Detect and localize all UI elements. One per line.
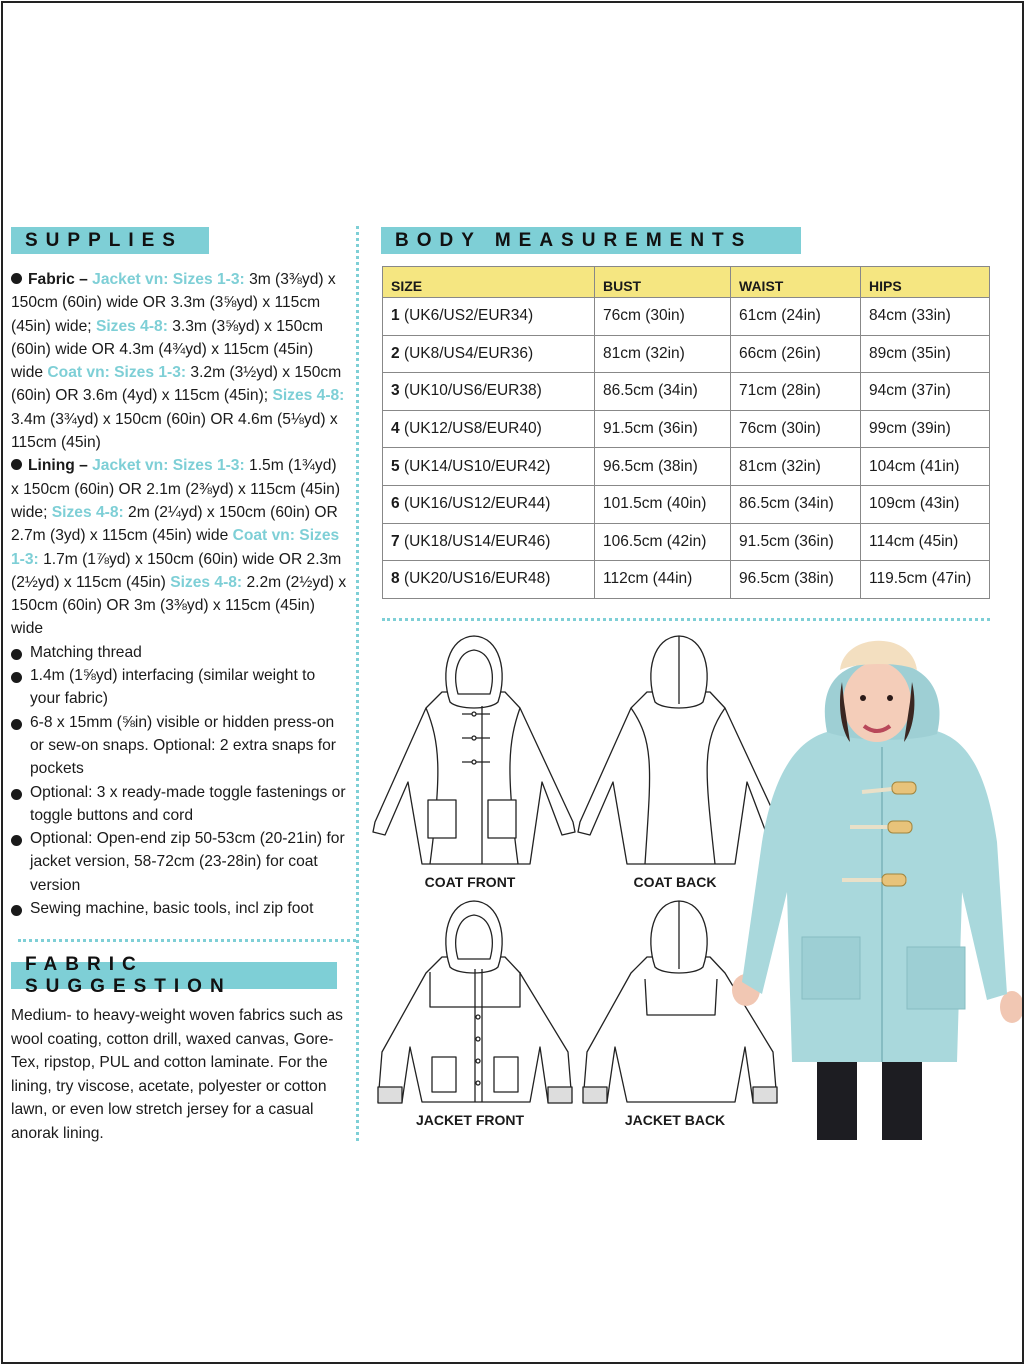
coat-front-drawing <box>373 636 575 864</box>
fabric-suggestion-text: Medium- to heavy-weight woven fabrics such as wool coating, cotton drill, waxed canvas, Gore-Tex, ripstop, PUL and cotton laminate. For the lining, try viscose, acetate, polyester or cotton lawn, or even low stretch jersey for a casual anorak lining. <box>11 1007 343 1142</box>
list-item: 1.4m (1⅝yd) interfacing (similar weight to your fabric) <box>11 664 347 711</box>
measurements-table <box>382 266 990 599</box>
jacket-front-drawing <box>378 901 572 1103</box>
section-divider <box>18 939 356 942</box>
waist-cell: 81cm (32in) <box>731 448 861 486</box>
size-cell: 8 (UK20/US16/EUR48) <box>383 561 595 599</box>
list-item: Sewing machine, basic tools, incl zip foot <box>11 897 347 920</box>
size-cell: 3 (UK10/US6/EUR38) <box>383 373 595 411</box>
size-cell: 2 (UK8/US4/EUR36) <box>383 335 595 373</box>
col-bust: BUST <box>595 267 731 298</box>
column-divider <box>356 226 359 1141</box>
waist-cell: 61cm (24in) <box>731 298 861 336</box>
table-row <box>383 561 990 599</box>
table-row <box>383 335 990 373</box>
list-item: Matching thread <box>11 641 347 664</box>
table-row <box>383 523 990 561</box>
bust-cell: 96.5cm (38in) <box>595 448 731 486</box>
list-item: Optional: 3 x ready-made toggle fastenings or toggle buttons and cord <box>11 781 347 828</box>
table-row <box>383 448 990 486</box>
hips-cell: 109cm (43in) <box>861 485 990 523</box>
hips-cell: 119.5cm (47in) <box>861 561 990 599</box>
bust-cell: 101.5cm (40in) <box>595 485 731 523</box>
hips-cell: 99cm (39in) <box>861 410 990 448</box>
coat-front-caption: COAT FRONT <box>424 874 516 890</box>
list-item: Fabric – Jacket vn: Sizes 1-3: 3m (3⅜yd) x 150cm (60in) wide OR 3.3m (3⅝yd) x 115cm (45in) wide; Sizes 4-8: 3.3m (3⅝yd) x 150cm (60in) wide OR 4.3m (4¾yd) x 115cm (45in) wide Coat vn: Sizes 1-3: 3.2m (3½yd) x 150cm (60in) OR 3.6m (4yd) x 115cm (45in); Sizes 4-8: 3.4m (3¾yd) x 150cm (60in) OR 4.6m (5⅛yd) x 115cm (45in) <box>11 271 345 452</box>
hips-cell: 84cm (33in) <box>861 298 990 336</box>
bust-cell: 91.5cm (36in) <box>595 410 731 448</box>
hips-cell: 89cm (35in) <box>861 335 990 373</box>
size-cell: 1 (UK6/US2/EUR34) <box>383 298 595 336</box>
coat-back-caption: COAT BACK <box>633 874 717 890</box>
model-photo <box>732 622 1022 1140</box>
bust-cell: 76cm (30in) <box>595 298 731 336</box>
jacket-back-caption: JACKET BACK <box>624 1112 726 1128</box>
waist-cell: 91.5cm (36in) <box>731 523 861 561</box>
bullet-icon <box>11 789 22 800</box>
table-row <box>383 373 990 411</box>
col-size: SIZE <box>383 267 595 298</box>
table-row <box>383 485 990 523</box>
jacket-front-caption: JACKET FRONT <box>415 1112 525 1128</box>
table-header-row <box>383 267 990 298</box>
hips-cell: 104cm (41in) <box>861 448 990 486</box>
waist-cell: 96.5cm (38in) <box>731 561 861 599</box>
list-item: Lining – Jacket vn: Sizes 1-3: 1.5m (1¾yd) x 150cm (60in) OR 2.1m (2⅜yd) x 115cm (45in) wide; Sizes 4-8: 2m (2¼yd) x 150cm (60in) OR 2.7m (3yd) x 115cm (45in) wide Coat vn: Sizes 1-3: 1.7m (1⅞yd) x 150cm (60in) wide OR 2.3m (2½yd) x 115cm (45in) Sizes 4-8: 2.2m (2½yd) x 150cm (60in) OR 3m (3⅜yd) x 115cm (45in) wide <box>11 457 347 638</box>
bust-cell: 81cm (32in) <box>595 335 731 373</box>
waist-cell: 71cm (28in) <box>731 373 861 411</box>
bust-cell: 86.5cm (34in) <box>595 373 731 411</box>
supplies-heading: SUPPLIES <box>11 227 209 254</box>
section-divider <box>382 618 990 621</box>
list-item: Optional: Open-end zip 50-53cm (20-21in) for jacket version, 58-72cm (23-28in) for coat version <box>11 827 347 897</box>
bust-cell: 112cm (44in) <box>595 561 731 599</box>
waist-cell: 86.5cm (34in) <box>731 485 861 523</box>
bullet-icon <box>11 835 22 846</box>
body-measurements-heading: BODY MEASUREMENTS <box>381 227 801 254</box>
hips-cell: 94cm (37in) <box>861 373 990 411</box>
col-hips: HIPS <box>861 267 990 298</box>
supplies-list <box>11 268 347 920</box>
bullet-icon <box>11 459 22 470</box>
bullet-icon <box>11 672 22 683</box>
bullet-icon <box>11 719 22 730</box>
size-cell: 4 (UK12/US8/EUR40) <box>383 410 595 448</box>
bullet-icon <box>11 649 22 660</box>
fabric-suggestion-heading: FABRIC SUGGESTION <box>11 962 337 989</box>
size-cell: 6 (UK16/US12/EUR44) <box>383 485 595 523</box>
bullet-icon <box>11 273 22 284</box>
waist-cell: 66cm (26in) <box>731 335 861 373</box>
waist-cell: 76cm (30in) <box>731 410 861 448</box>
hips-cell: 114cm (45in) <box>861 523 990 561</box>
size-cell: 5 (UK14/US10/EUR42) <box>383 448 595 486</box>
col-waist: WAIST <box>731 267 861 298</box>
size-cell: 7 (UK18/US14/EUR46) <box>383 523 595 561</box>
bullet-icon <box>11 905 22 916</box>
table-row <box>383 298 990 336</box>
list-item: 6-8 x 15mm (⅝in) visible or hidden press-on or sew-on snaps. Optional: 2 extra snaps for pockets <box>11 711 347 781</box>
table-row <box>383 410 990 448</box>
bust-cell: 106.5cm (42in) <box>595 523 731 561</box>
